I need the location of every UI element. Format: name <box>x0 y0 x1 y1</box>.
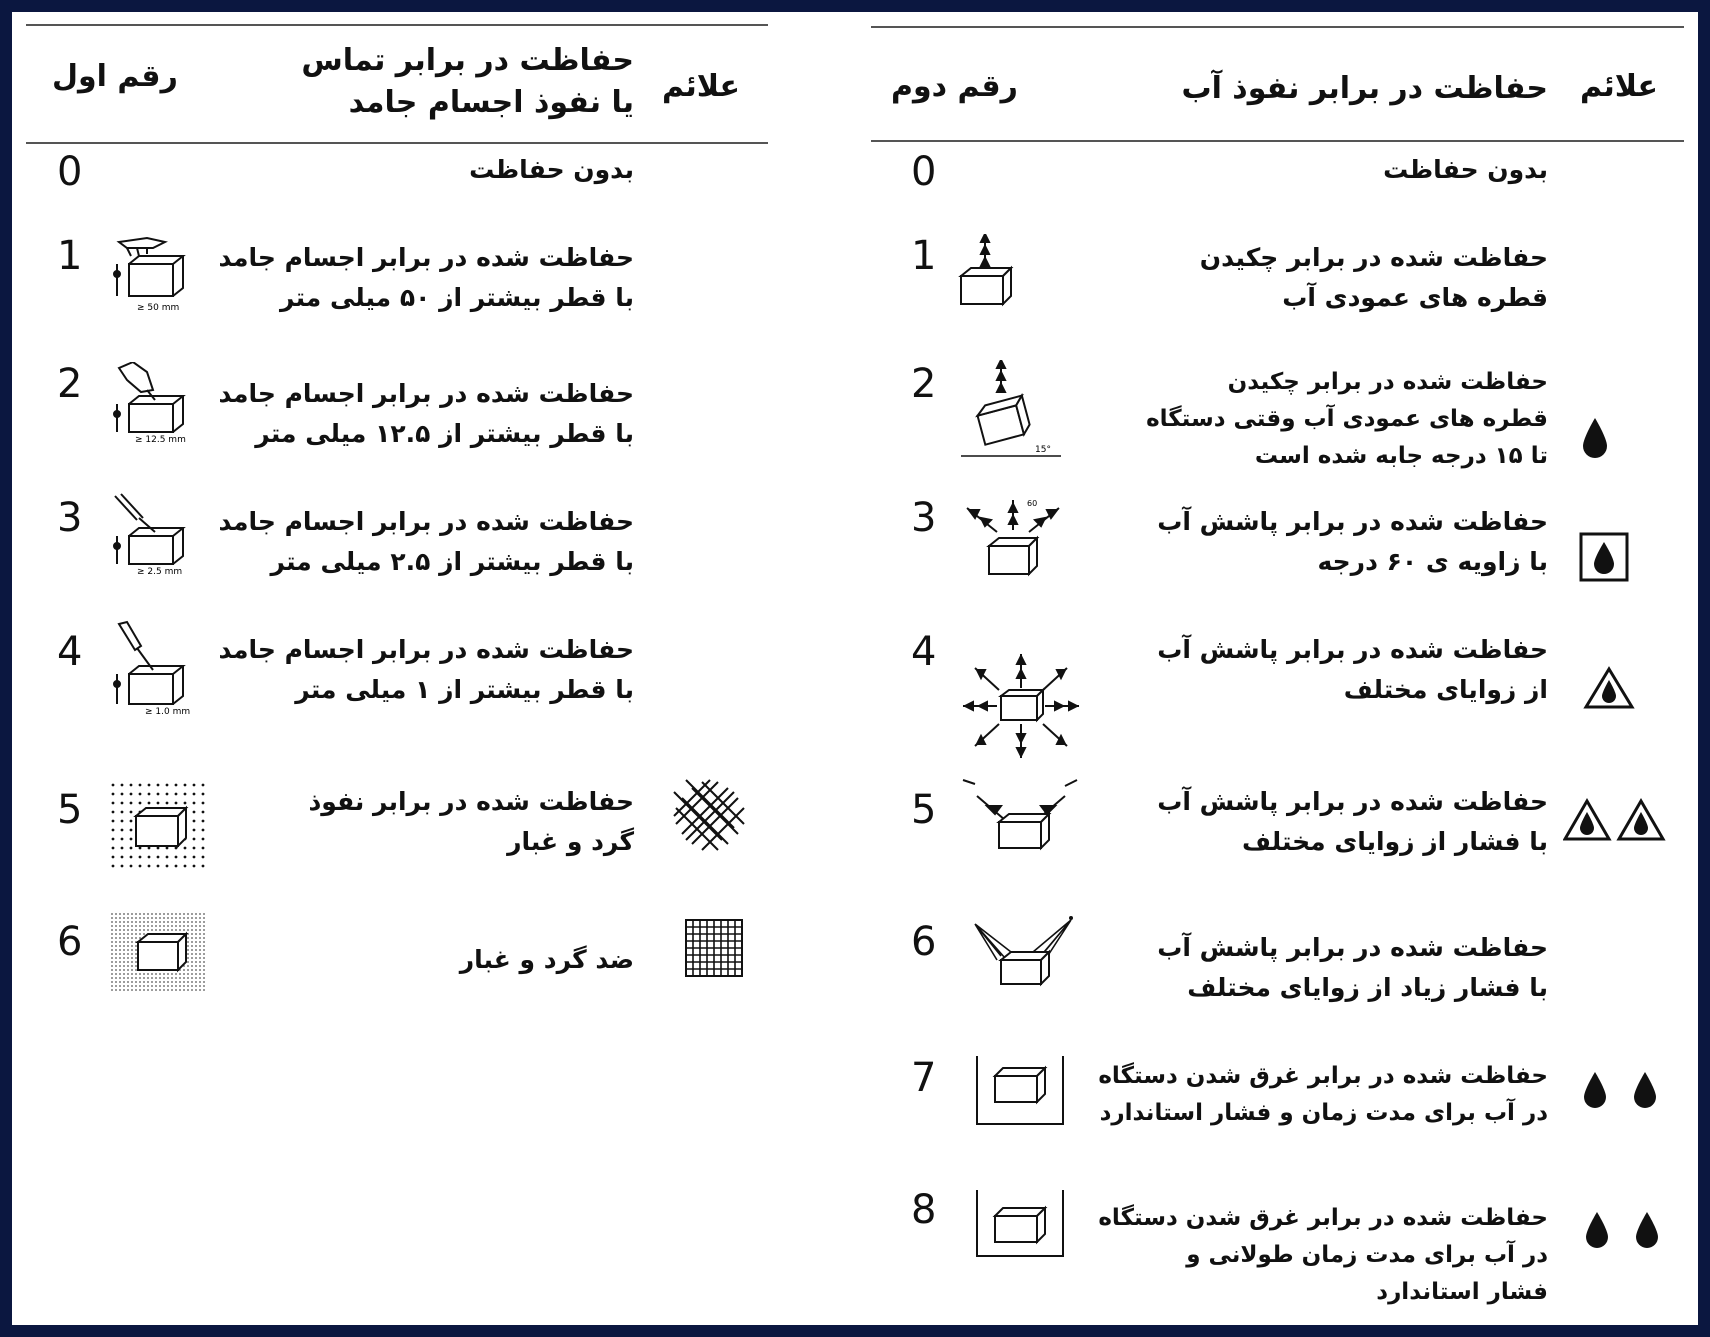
symbols-header: علائم <box>1579 69 1658 104</box>
row-2-text: حفاظت شده در برابر چکیدن قطره های عمودی آب وقتی دستگاه تا ۱۵ درجه جابه شده است <box>1146 369 1548 469</box>
symbols-header: علائم <box>661 69 740 104</box>
crosshatch-mesh-icon <box>672 778 748 854</box>
pressure-spray-figure <box>961 776 1081 852</box>
digit-1: 1 <box>57 233 83 279</box>
fig-label-60: 60 <box>1027 499 1038 508</box>
fig-label-50mm: ≥ 50 mm <box>137 303 180 313</box>
tool-probe-figure <box>107 492 197 576</box>
spray-60-figure <box>957 498 1067 588</box>
second-digit-table <box>857 12 1698 1325</box>
fig-label-15deg: 15° <box>1035 445 1051 455</box>
drop-in-triangle-icon <box>1583 666 1635 710</box>
fig-label-1mm: ≥ 1.0 mm <box>145 707 191 714</box>
row-1-text: حفاظت شده در برابر چکیدن قطره های عمودی آب <box>1199 243 1548 312</box>
row-4-text: حفاظت شده در برابر پاشش آب از زوایای مختلف <box>1157 635 1548 704</box>
drop-in-square-icon <box>1579 532 1629 582</box>
temporary-immersion-figure <box>973 1054 1069 1126</box>
row-7-text: حفاظت شده در برابر غرق شدن دستگاه در آب برای مدت زمان و فشار استاندارد <box>1098 1063 1548 1126</box>
row-6-text: حفاظت شده در برابر پاشش آب با فشار زیاد از زوایای مختلف <box>1157 933 1548 1002</box>
two-drops-icon <box>1579 1070 1663 1110</box>
dust-tight-box-figure <box>110 912 206 992</box>
finger-probe-figure <box>107 362 197 444</box>
digit-0: 0 <box>911 149 937 195</box>
digit-5: 5 <box>911 787 937 833</box>
fine-grid-icon <box>684 918 744 978</box>
tilted-drip-figure <box>957 360 1067 460</box>
row-0-text: بدون حفاظت <box>1383 155 1548 184</box>
two-drops-icon <box>1581 1210 1665 1250</box>
digit-5: 5 <box>57 787 83 833</box>
vertical-drip-figure <box>957 234 1027 318</box>
row-8-text: حفاظت شده در برابر غرق شدن دستگاه در آب برای مدت زمان طولانی و فشار استاندارد <box>1098 1205 1548 1305</box>
fig-label-2-5mm: ≥ 2.5 mm <box>137 567 183 576</box>
row-4-text: حفاظت شده در برابر اجسام جامد با قطر بیشتر از ۱ میلی متر <box>218 635 634 704</box>
digit-8: 8 <box>911 1187 937 1233</box>
digit-6: 6 <box>911 919 937 965</box>
spray-all-angles-figure <box>961 652 1081 762</box>
row-0-text: بدون حفاظت <box>469 155 634 184</box>
first-digit-table <box>12 12 782 1325</box>
digit-0: 0 <box>57 149 83 195</box>
row-2-text: حفاظت شده در برابر اجسام جامد با قطر بیشتر از ۱۲.۵ میلی متر <box>218 379 634 448</box>
single-drop-icon <box>1579 416 1611 460</box>
top-rule <box>26 24 768 26</box>
first-digit-header: رقم اول <box>52 59 178 94</box>
header-rule <box>871 140 1684 142</box>
row-5-text: حفاظت شده در برابر پاشش آب با فشار از زوایای مختلف <box>1157 787 1548 856</box>
high-pressure-spray-figure <box>961 912 1081 988</box>
row-1-text: حفاظت شده در برابر اجسام جامد با قطر بیشتر از ۵۰ میلی متر <box>218 243 634 312</box>
water-protection-header: حفاظت در برابر نفوذ آب <box>1181 71 1548 106</box>
row-3-text: حفاظت شده در برابر اجسام جامد با قطر بیشتر از ۲.۵ میلی متر <box>218 507 634 576</box>
header-rule <box>26 142 768 144</box>
digit-4: 4 <box>911 629 937 675</box>
digit-1: 1 <box>911 233 937 279</box>
solid-protection-header: حفاظت در برابر تماس یا نفوذ اجسام جامد <box>301 43 634 120</box>
two-drops-in-triangles-icon <box>1563 798 1667 842</box>
fig-label-12-5mm: ≥ 12.5 mm <box>135 435 186 444</box>
digit-4: 4 <box>57 629 83 675</box>
top-rule <box>871 26 1684 28</box>
digit-2: 2 <box>57 361 83 407</box>
row-3-text: حفاظت شده در برابر پاشش آب با زاویه ی ۶۰ درجه <box>1157 507 1548 576</box>
wire-probe-figure <box>107 620 197 714</box>
second-digit-header: رقم دوم <box>891 69 1018 104</box>
row-5-text: حفاظت شده در برابر نفوذ گرد و غبار <box>308 787 634 856</box>
ip-rating-sheet <box>12 12 1698 1325</box>
digit-6: 6 <box>57 919 83 965</box>
continuous-immersion-figure <box>973 1188 1069 1258</box>
digit-3: 3 <box>57 495 83 541</box>
dust-box-figure <box>110 782 206 872</box>
row-6-text: ضد گرد و غبار <box>459 945 634 974</box>
digit-7: 7 <box>911 1055 937 1101</box>
digit-3: 3 <box>911 495 937 541</box>
hand-probe-figure <box>107 234 197 314</box>
digit-2: 2 <box>911 361 937 407</box>
